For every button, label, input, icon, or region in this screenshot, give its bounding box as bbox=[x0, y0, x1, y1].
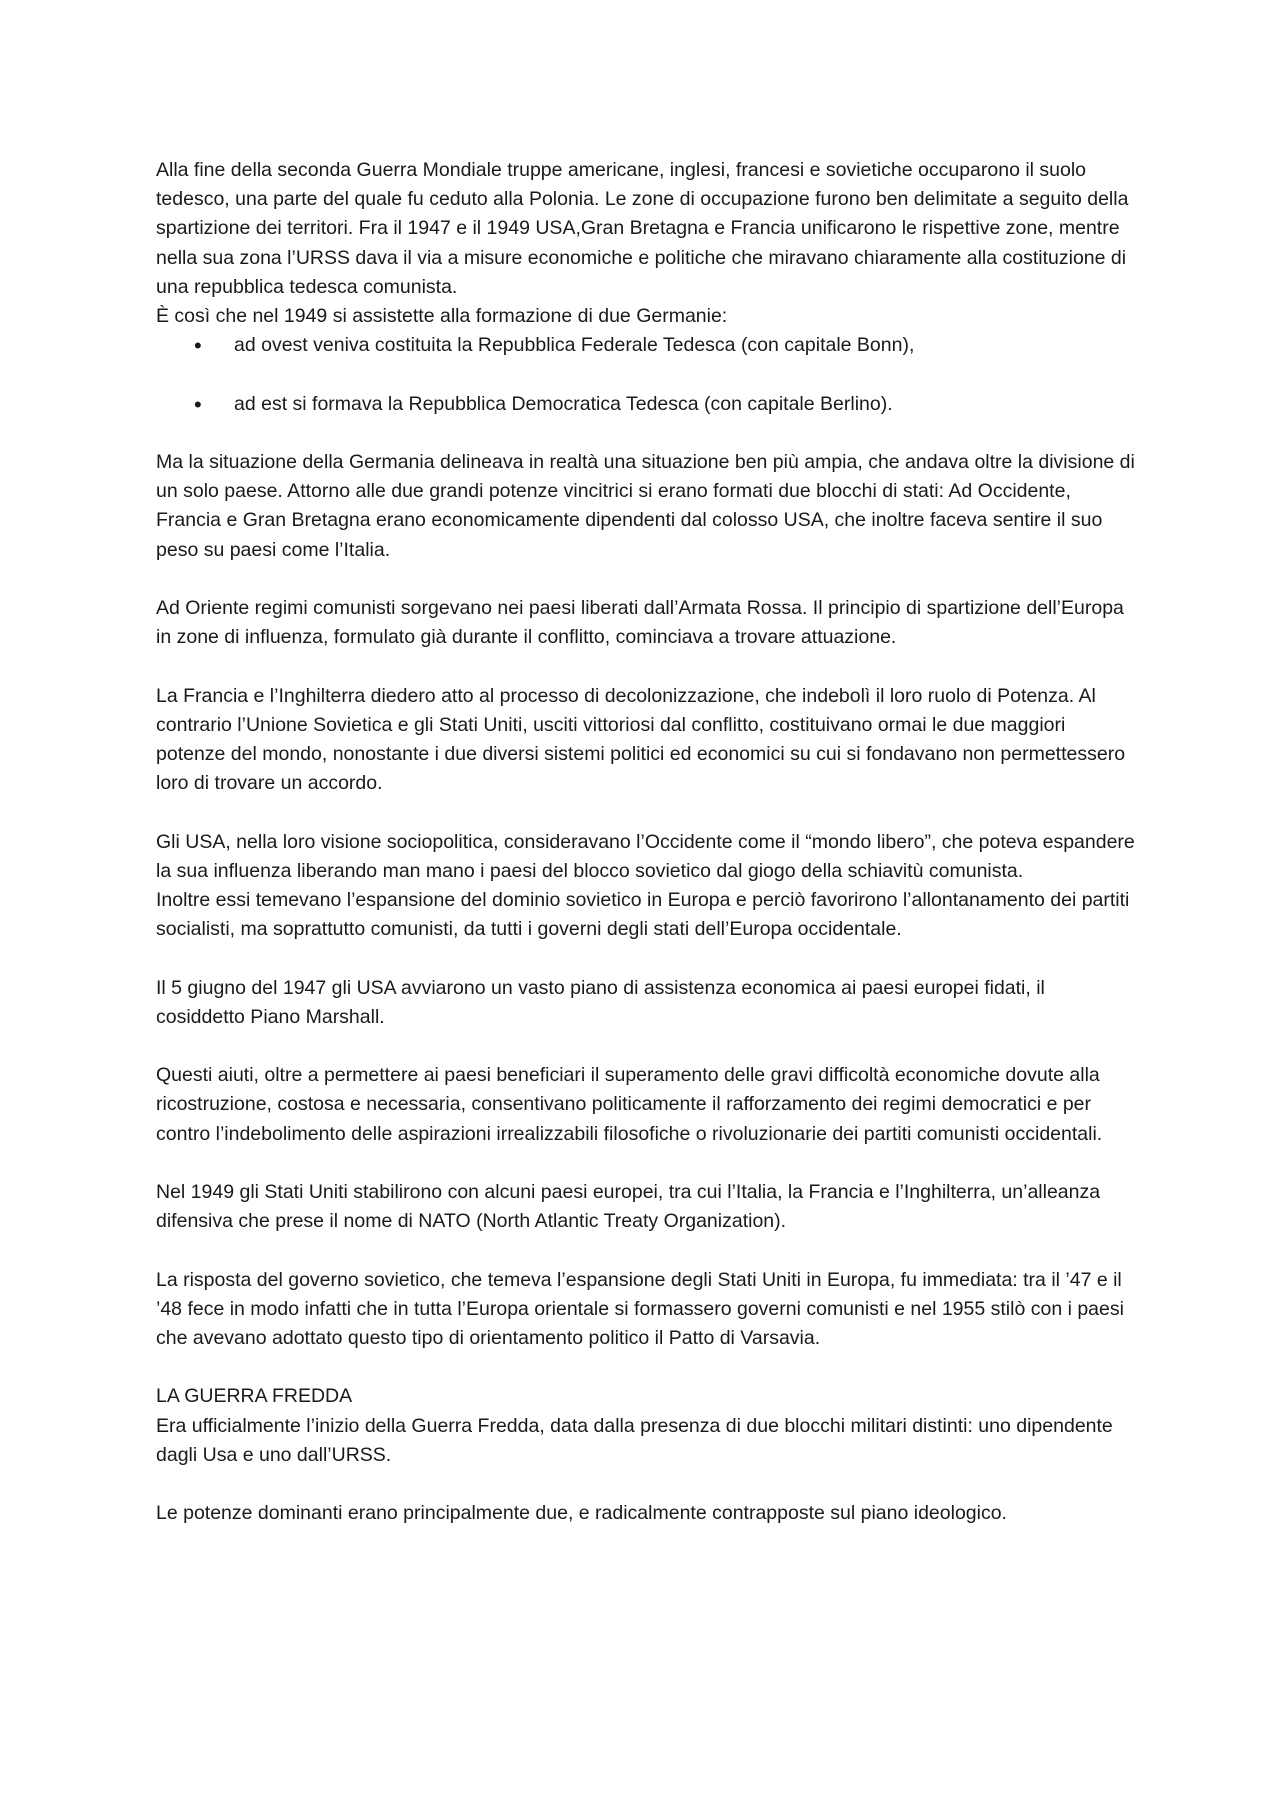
spacer bbox=[156, 1032, 1136, 1061]
spacer bbox=[156, 1236, 1136, 1265]
spacer bbox=[156, 565, 1136, 594]
paragraph: Nel 1949 gli Stati Uniti stabilirono con alcuni paesi europei, tra cui l’Italia, la Francia e l’Inghilterra, un’alleanza difensiva che prese il nome di NATO (North Atlantic Treaty Organization). bbox=[156, 1180, 1101, 1233]
spacer bbox=[156, 1149, 1136, 1178]
document-page bbox=[156, 156, 1136, 1528]
list-item bbox=[156, 331, 1136, 360]
list-item bbox=[156, 390, 1136, 419]
spacer bbox=[156, 419, 1136, 448]
paragraph: Il 5 giugno del 1947 gli USA avviarono un vasto piano di assistenza economica ai paesi europei fidati, il cosiddetto Piano Marshall. bbox=[156, 976, 1045, 1028]
paragraph: Inoltre essi temevano l’espansione del dominio sovietico in Europa e perciò favorirono l’allontanamento dei partiti socialisti, ma soprattutto comunisti, da tutti i governi degli stati dell’Europa occidentale. bbox=[156, 889, 1130, 941]
paragraph: Ad Oriente regimi comunisti sorgevano nei paesi liberati dall’Armata Rossa. Il principio di spartizione dell’Europa in zone di influenza, formulato già durante il conflitto, cominciava a trovare attuazione. bbox=[156, 597, 1124, 649]
section-title: LA GUERRA FREDDA bbox=[156, 1385, 353, 1408]
list-spacer bbox=[156, 360, 1136, 389]
spacer bbox=[156, 944, 1136, 973]
list-item-text: ad ovest veniva costituita la Repubblica Federale Tedesca (con capitale Bonn), bbox=[234, 334, 915, 357]
germanies-list bbox=[156, 331, 1136, 419]
paragraph: La Francia e l’Inghilterra diedero atto al processo di decolonizzazione, che indebolì il loro ruolo di Potenza. Al contrario l’Unione Sovietica e gli Stati Uniti, usciti vittoriosi dal conflitto, costituivano ormai le due maggiori potenze del mondo, nonostante i due diversi sistemi politici ed economici su cui si fondavano non permettessero loro di trovare un accordo. bbox=[156, 684, 1126, 795]
paragraph: Questi aiuti, oltre a permettere ai paesi beneficiari il superamento delle gravi difficoltà economiche dovute alla ricostruzione, costosa e necessaria, consentivano politicamente il rafforzamento dei regimi democratici e per contro l’indebolimento delle aspirazioni irrealizzabili filosofiche o rivoluzionarie dei partiti comunisti occidentali. bbox=[156, 1064, 1103, 1145]
intro-paragraph: Alla fine della seconda Guerra Mondiale truppe americane, inglesi, francesi e sovietiche occuparono il suolo tedesco, una parte del quale fu ceduto alla Polonia. Le zone di occupazione furono ben delimitate a seguito della spartizione dei territori. Fra il 1947 e il 1949 USA,Gran Bretagna e Francia unificarono le rispettive zone, mentre nella sua zona l’URSS dava il via a misure economiche e politiche che miravano chiaramente alla costituzione di una repubblica tedesca comunista. bbox=[156, 159, 1129, 298]
paragraph: Ma la situazione della Germania delineava in realtà una situazione ben più ampia, che andava oltre la divisione di un solo paese. Attorno alle due grandi potenze vincitrici si erano formati due blocchi di stati: Ad Occidente, Francia e Gran Bretagna erano economicamente dipendenti dal colosso USA, che inoltre faceva sentire il suo peso su paesi come l’Italia. bbox=[156, 451, 1135, 561]
spacer bbox=[156, 1470, 1136, 1499]
bullet-icon: • bbox=[194, 391, 202, 417]
spacer bbox=[156, 1353, 1136, 1382]
paragraph: Gli USA, nella loro visione sociopolitica, consideravano l’Occidente come il “mondo libero”, che poteva espandere la sua influenza liberando man mano i paesi del blocco sovietico dal giogo della schiavitù comunista. bbox=[156, 830, 1135, 882]
bullet-icon: • bbox=[194, 333, 202, 359]
paragraph: Le potenze dominanti erano principalmente due, e radicalmente contrapposte sul piano ideologico. bbox=[156, 1502, 1007, 1525]
paragraph: La risposta del governo sovietico, che temeva l’espansione degli Stati Uniti in Europa, fu immediata: tra il ’47 e il ’48 fece in modo infatti che in tutta l’Europa orientale si formassero governi comunisti e nel 1955 stilò con i paesi che avevano adottato questo tipo di orientamento politico il Patto di Varsavia. bbox=[156, 1268, 1124, 1349]
spacer bbox=[156, 652, 1136, 681]
spacer bbox=[156, 798, 1136, 827]
paragraph: Era ufficialmente l’inizio della Guerra Fredda, data dalla presenza di due blocchi militari distinti: uno dipendente dagli Usa e uno dall’URSS. bbox=[156, 1414, 1113, 1466]
list-item-text: ad est si formava la Repubblica Democratica Tedesca (con capitale Berlino). bbox=[234, 392, 893, 415]
intro-lead-in: È così che nel 1949 si assistette alla formazione di due Germanie: bbox=[156, 305, 728, 328]
